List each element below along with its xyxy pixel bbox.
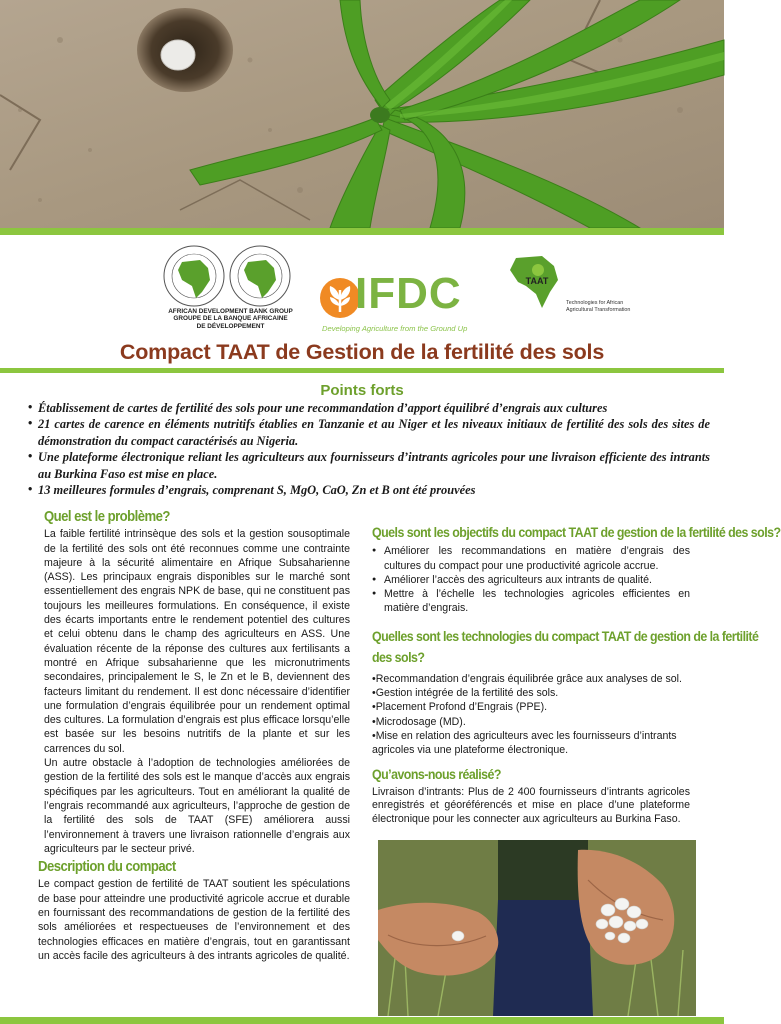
objectifs-list	[372, 544, 690, 615]
realise-heading: Qu’avons-nous réalisé?	[372, 766, 501, 782]
probleme-paragraph: La faible fertilité intrinsèque des sols et la gestion sousoptimale de la fertilité des sols ont été reconnues comme une contrainte majeure à la sécurité alimentaire en Afrique Subsaharienne (ASS). Les principaux engrais disponibles sur le marché sont essentiellement des engrais NPK de base, qui ne constituent pas toujours les meilleures formulations. En conséquence, il existe des écarts importants entre le rendement potentiel des cultures et celui obtenu dans le champ des agriculteurs en ASS. Une évaluation récente de la réponse des cultures aux fertilisants a montré en Afrique subsaharienne que les micronutriments secondaires, principalement le S, le Zn et le B, deviennent des facteurs limitant du rendement. Il est donc nécessaire d’identifier une formulation d’engrais équilibrée pour un rendement optimal des cultures. La formulation d’engrais est plus efficace lorsqu’elle est basée sur les besoins nutritifs de la plante et sur les carrences du sol.	[44, 528, 350, 755]
maize-field-illustration	[0, 0, 724, 228]
technologies-list	[372, 672, 690, 758]
top-green-band	[0, 228, 724, 235]
description-heading: Description du compact	[38, 859, 176, 876]
taat-caption-line: Agricultural Transformation	[566, 306, 631, 313]
list-item: ● Mettre à l’échelle les technologies agricoles efficientes en matière d’engrais.	[372, 587, 690, 616]
technologies-heading-line: des sols?	[372, 649, 425, 665]
probleme-paragraph: Un autre obstacle à l’adoption de technologies améliorées de gestion de la fertilité des sols est le manque d’accès aux engrais spécifiques par les agriculteurs. Tout en améliorant la qualité de l’engrais recommandé aux agriculteurs, l’approche de gestion de la fertilité des sols de TAAT (SFE) améliorera aussi l’environnement à travers une livraison rationnelle d’engrais aux agriculteurs par le secteur privé.	[44, 757, 350, 855]
taat-caption	[566, 300, 676, 313]
right-column	[372, 525, 781, 826]
logo-row	[0, 240, 724, 336]
afdb-caption-line: GROUPE DE LA BANQUE AFRICAINE	[173, 315, 288, 323]
technologies-heading	[372, 626, 759, 668]
afdb-caption-line: AFRICAN DEVELOPMENT BANK GROUP	[168, 308, 293, 315]
list-item: •Recommandation d’engrais équilibrée grâce aux analyses de sol.	[372, 672, 682, 685]
list-item: • Établissement de cartes de fertilité des sols pour une recommandation d’apport équilibré d’engrais aux cultures	[30, 400, 710, 416]
points-forts-list	[30, 400, 710, 498]
taat-africa-logo	[504, 252, 564, 312]
list-item: • Une plateforme électronique reliant les agriculteurs aux fournisseurs d’intrants agricoles pour une livraison efficiente des intrants au Burkina Faso est mise en place.	[30, 449, 710, 482]
page-title: Compact TAAT de Gestion de la fertilité des sols	[119, 340, 605, 364]
ifdc-tagline: Developing Agriculture from the Ground Up	[322, 324, 468, 333]
hero-photo	[0, 0, 724, 228]
taat-logo-text: TAAT	[525, 276, 549, 286]
points-forts-heading: Points forts	[320, 382, 404, 399]
realise-paragraph: Livraison d’intrants: Plus de 2 400 fournisseurs d’intrants agricoles enregistrés et géoréférencés et mise en place d’une plateforme électronique pour les connecter aux agriculteurs au Burkina Faso.	[372, 785, 690, 825]
afdb-caption	[158, 308, 303, 330]
hands-fertilizer-photo	[378, 840, 696, 1016]
objectifs-heading: Quels sont les objectifs du compact TAAT de gestion de la fertilité des sols?	[372, 525, 781, 540]
title-divider	[0, 368, 724, 373]
description-paragraph: Le compact gestion de fertilité de TAAT soutient les spéculations de base pour atteindre une productivité agricole accrue et durable en fournissant des recommandations de gestion de la fertilité des sols améliorées et respectueuses de l’environnement et des technologies efficaces en matière d’engrais, tout en garantissant un accès facile des agriculteurs à des intrants agricoles de qualité.	[38, 878, 350, 962]
ifdc-wordmark: IFDC	[355, 269, 462, 318]
list-item: • 13 meilleures formules d’engrais, comprenant S, MgO, CaO, Zn et B ont été prouvées	[30, 482, 710, 498]
list-item: ● Améliorer les recommandations en matière d’engrais des cultures du compact pour une productivité agricole accrue.	[372, 544, 690, 573]
hands-with-fertilizer-illustration	[378, 840, 696, 1016]
technologies-heading-line: Quelles sont les technologies du compact TAAT de gestion de la fertilité	[372, 628, 759, 644]
ifdc-sprout-icon	[320, 276, 360, 320]
list-item: •Microdosage (MD).	[372, 715, 466, 728]
afdb-caption-line: DE DÉVELOPPEMENT	[196, 322, 265, 330]
list-item: •Mise en relation des agriculteurs avec les fournisseurs d’intrants agricoles via une plateforme électronique.	[372, 729, 677, 757]
list-item: ● Améliorer l’accès des agriculteurs aux intrants de qualité.	[372, 573, 690, 587]
list-item: •Gestion intégrée de la fertilité des sols.	[372, 687, 559, 700]
list-item: • 21 cartes de carence en éléments nutritifs établies en Tanzanie et au Niger et les niveaux initiaux de fertilité des sols des sites de démonstration du compact caractérisés au Nigeria.	[30, 416, 710, 449]
left-column	[38, 510, 350, 963]
taat-caption-line: Technologies for African	[566, 300, 624, 306]
list-item: •Placement Profond d’Engrais (PPE).	[372, 701, 548, 714]
bottom-green-band	[0, 1017, 724, 1024]
fertilizer-pellet	[161, 40, 195, 70]
probleme-heading: Quel est le problème?	[44, 509, 170, 525]
